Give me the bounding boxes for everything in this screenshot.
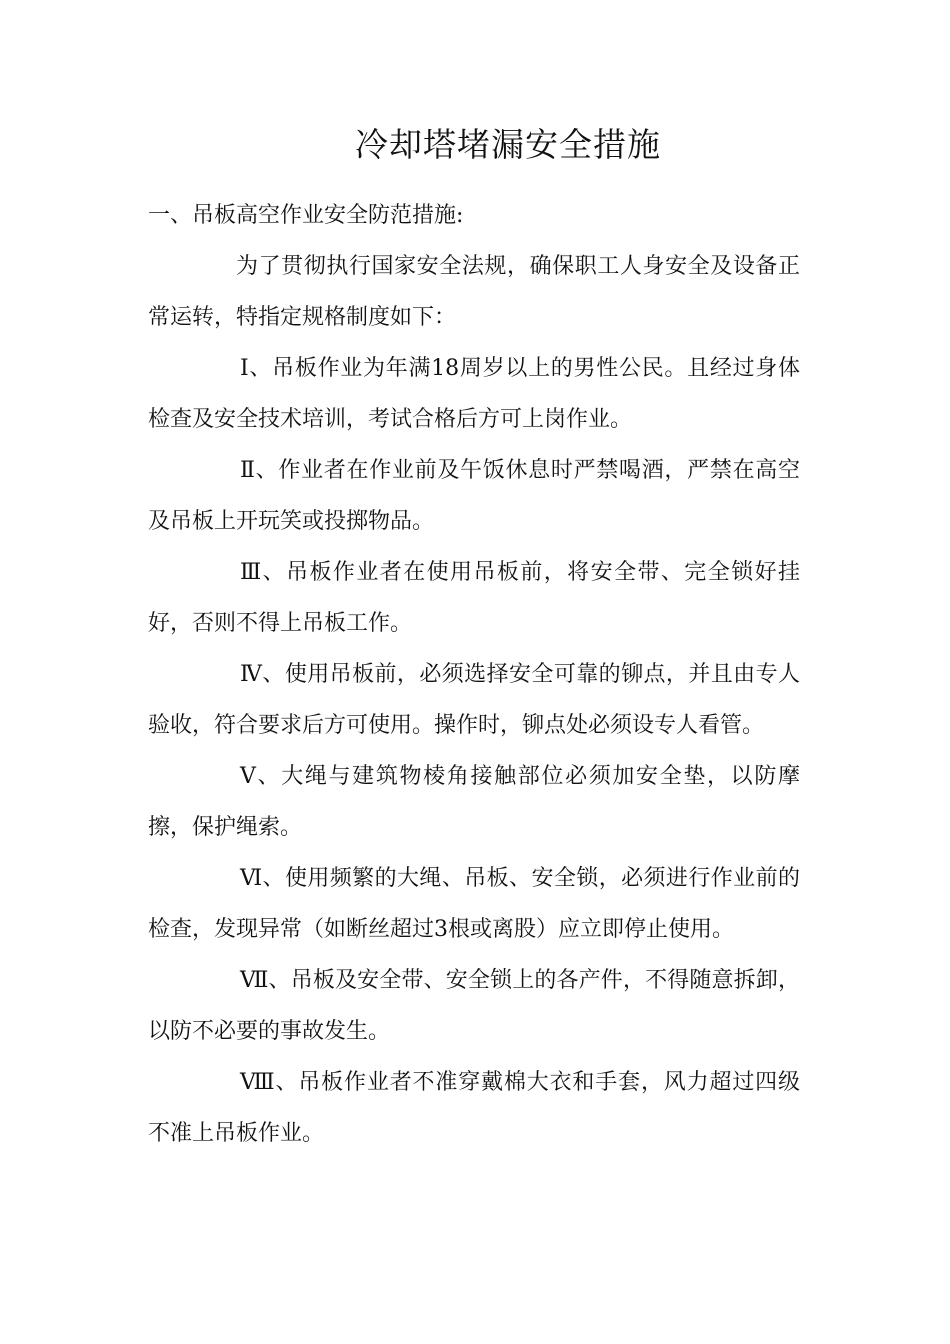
document-body <box>148 190 800 1159</box>
rule-item-7: Ⅶ、吊板及安全带、安全锁上的各产件，不得随意拆卸，以防不必要的事故发生。 <box>148 968 800 1044</box>
intro-paragraph: 为了贯彻执行国家安全法规，确保职工人身安全及设备正常运转，特指定规格制度如下： <box>148 254 800 330</box>
rule-item-1: Ⅰ、吊板作业为年满18周岁以上的男性公民。且经过身体检查及安全技术培训，考试合格后方可上岗作业。 <box>148 356 800 432</box>
section-heading: 一、吊板高空作业安全防范措施: <box>148 203 464 228</box>
document-title: 冷却塔堵漏安全措施 <box>355 125 661 164</box>
rule-item-2: Ⅱ、作业者在作业前及午饭休息时严禁喝酒，严禁在高空及吊板上开玩笑或投掷物品。 <box>148 458 800 534</box>
rule-item-6: Ⅵ、使用频繁的大绳、吊板、安全锁，必须进行作业前的检查，发现异常（如断丝超过3根或离股）应立即停止使用。 <box>148 866 800 942</box>
rule-item-8: Ⅷ、吊板作业者不准穿戴棉大衣和手套，风力超过四级不准上吊板作业。 <box>148 1070 800 1146</box>
rule-item-4: Ⅳ、使用吊板前，必须选择安全可靠的铆点，并且由专人验收，符合要求后方可使用。操作时，铆点处必须设专人看管。 <box>148 662 800 738</box>
rule-item-5: Ⅴ、大绳与建筑物棱角接触部位必须加安全垫，以防摩擦，保护绳索。 <box>148 764 800 840</box>
rule-item-3: Ⅲ、吊板作业者在使用吊板前，将安全带、完全锁好挂好，否则不得上吊板工作。 <box>148 560 800 636</box>
